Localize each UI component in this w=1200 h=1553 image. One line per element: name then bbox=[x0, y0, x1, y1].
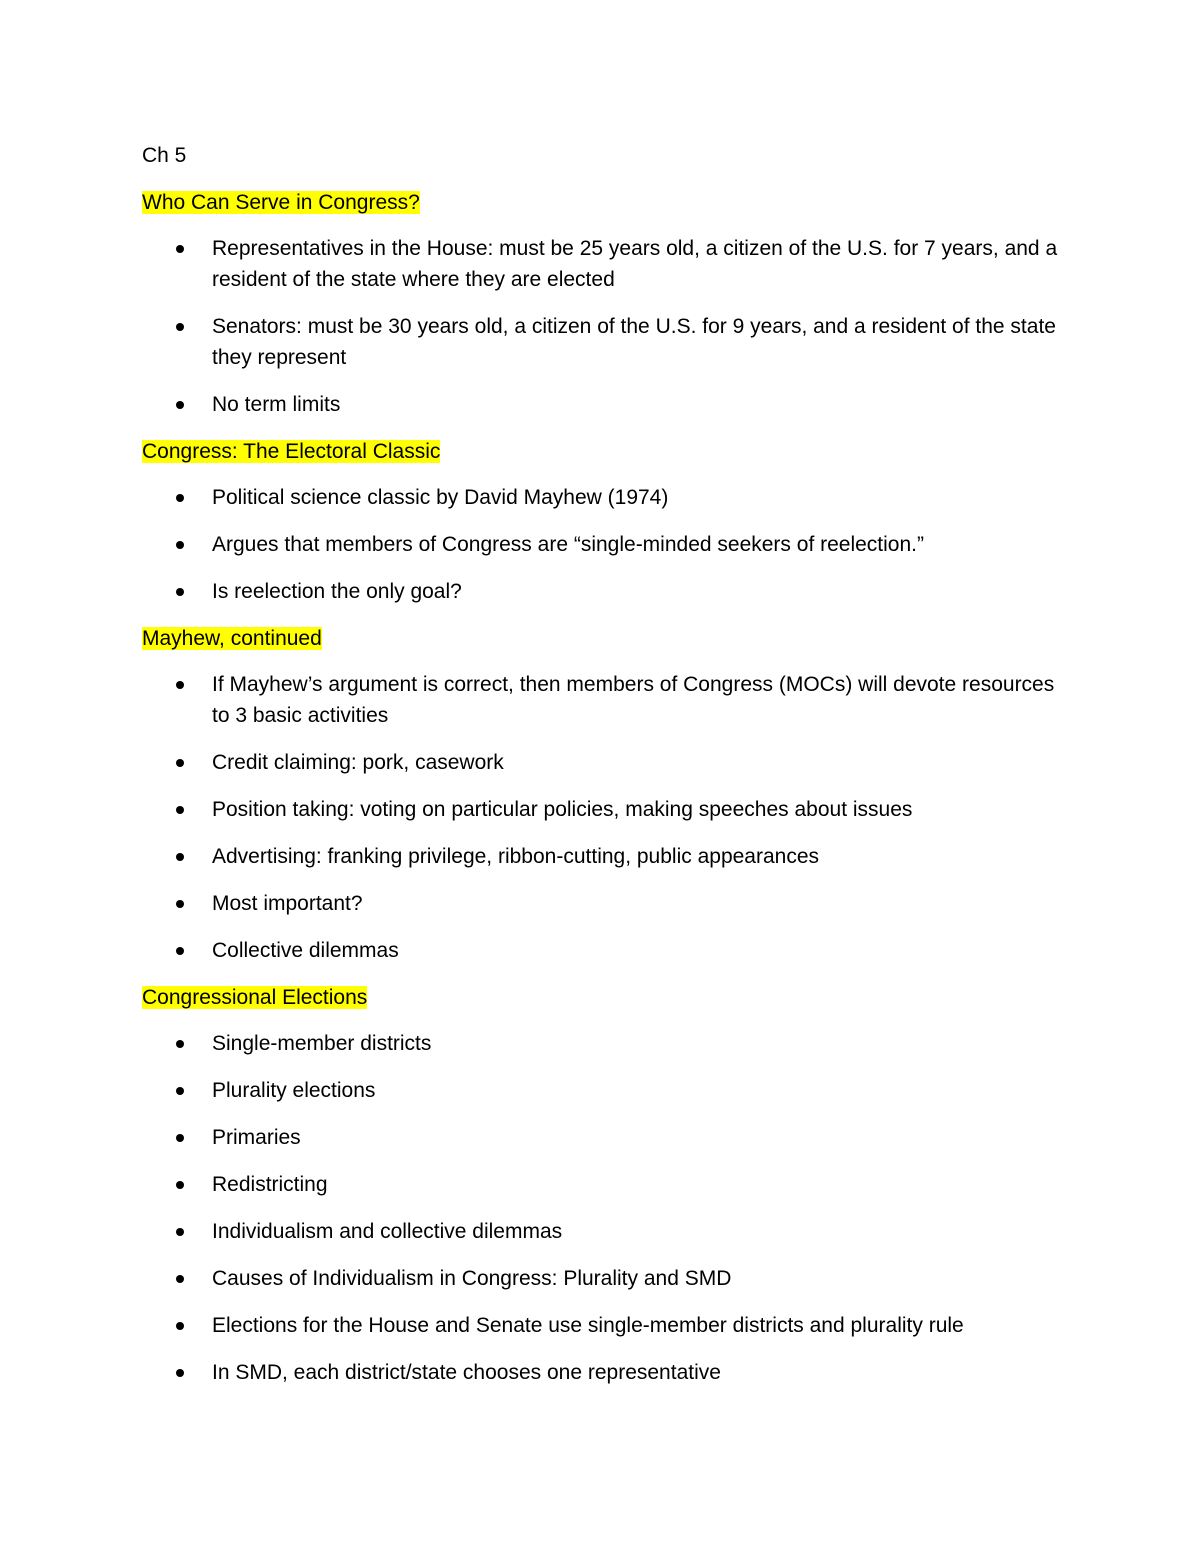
list-item bbox=[142, 1169, 1062, 1200]
list-item bbox=[142, 794, 1062, 825]
document-body bbox=[142, 187, 1062, 1388]
bullet-icon bbox=[176, 853, 184, 861]
bullet-icon bbox=[176, 245, 184, 253]
list-item-text: Position taking: voting on particular policies, making speeches about issues bbox=[212, 798, 913, 821]
list-item bbox=[142, 888, 1062, 919]
list-item bbox=[142, 1075, 1062, 1106]
list-item-text: Causes of Individualism in Congress: Plurality and SMD bbox=[212, 1267, 732, 1290]
bullet-list bbox=[142, 482, 1062, 607]
list-item-text: Senators: must be 30 years old, a citizen of the U.S. for 9 years, and a resident of the state they represent bbox=[212, 315, 1056, 369]
highlighted-heading-text: Who Can Serve in Congress? bbox=[142, 191, 420, 214]
list-item bbox=[142, 935, 1062, 966]
list-item bbox=[142, 1122, 1062, 1153]
list-item-text: Elections for the House and Senate use single-member districts and plurality rule bbox=[212, 1314, 964, 1337]
list-item bbox=[142, 233, 1062, 295]
list-item bbox=[142, 669, 1062, 731]
bullet-icon bbox=[176, 494, 184, 502]
bullet-icon bbox=[176, 541, 184, 549]
bullet-icon bbox=[176, 1369, 184, 1377]
bullet-icon bbox=[176, 1228, 184, 1236]
bullet-icon bbox=[176, 1040, 184, 1048]
highlighted-heading-text: Congress: The Electoral Classic bbox=[142, 440, 441, 463]
list-item bbox=[142, 1028, 1062, 1059]
list-item bbox=[142, 1216, 1062, 1247]
list-item-text: Primaries bbox=[212, 1126, 301, 1149]
section-heading bbox=[142, 982, 1062, 1013]
list-item-text: Individualism and collective dilemmas bbox=[212, 1220, 563, 1243]
bullet-icon bbox=[176, 947, 184, 955]
highlighted-heading-text: Congressional Elections bbox=[142, 986, 368, 1009]
list-item bbox=[142, 389, 1062, 420]
bullet-list bbox=[142, 669, 1062, 966]
list-item-text: Argues that members of Congress are “single-minded seekers of reelection.” bbox=[212, 533, 924, 556]
list-item-text: No term limits bbox=[212, 393, 341, 416]
list-item bbox=[142, 576, 1062, 607]
bullet-icon bbox=[176, 323, 184, 331]
list-item-text: In SMD, each district/state chooses one representative bbox=[212, 1361, 721, 1384]
bullet-icon bbox=[176, 1134, 184, 1142]
list-item bbox=[142, 311, 1062, 373]
bullet-list bbox=[142, 233, 1062, 420]
list-item-text: Plurality elections bbox=[212, 1079, 376, 1102]
bullet-icon bbox=[176, 681, 184, 689]
list-item-text: Is reelection the only goal? bbox=[212, 580, 462, 603]
list-item bbox=[142, 1263, 1062, 1294]
bullet-icon bbox=[176, 1275, 184, 1283]
bullet-icon bbox=[176, 759, 184, 767]
list-item bbox=[142, 1310, 1062, 1341]
document-page bbox=[142, 140, 1062, 1404]
bullet-icon bbox=[176, 806, 184, 814]
list-item-text: Most important? bbox=[212, 892, 363, 915]
section-heading bbox=[142, 187, 1062, 218]
list-item bbox=[142, 747, 1062, 778]
list-item-text: If Mayhew’s argument is correct, then members of Congress (MOCs) will devote resources to 3 basic activities bbox=[212, 673, 1055, 727]
chapter-title: Ch 5 bbox=[142, 144, 187, 167]
bullet-icon bbox=[176, 588, 184, 596]
list-item-text: Credit claiming: pork, casework bbox=[212, 751, 504, 774]
list-item bbox=[142, 529, 1062, 560]
list-item-text: Single-member districts bbox=[212, 1032, 432, 1055]
list-item-text: Redistricting bbox=[212, 1173, 328, 1196]
list-item bbox=[142, 482, 1062, 513]
bullet-icon bbox=[176, 1181, 184, 1189]
highlighted-heading-text: Mayhew, continued bbox=[142, 627, 322, 650]
bullet-icon bbox=[176, 1322, 184, 1330]
section-heading bbox=[142, 436, 1062, 467]
bullet-icon bbox=[176, 900, 184, 908]
list-item-text: Representatives in the House: must be 25 years old, a citizen of the U.S. for 7 years, and a resident of the state where they are elected bbox=[212, 237, 1058, 291]
bullet-icon bbox=[176, 401, 184, 409]
list-item-text: Collective dilemmas bbox=[212, 939, 399, 962]
list-item-text: Advertising: franking privilege, ribbon-cutting, public appearances bbox=[212, 845, 820, 868]
bullet-list bbox=[142, 1028, 1062, 1388]
bullet-icon bbox=[176, 1087, 184, 1095]
list-item bbox=[142, 841, 1062, 872]
list-item-text: Political science classic by David Mayhew (1974) bbox=[212, 486, 669, 509]
list-item bbox=[142, 1357, 1062, 1388]
section-heading bbox=[142, 623, 1062, 654]
